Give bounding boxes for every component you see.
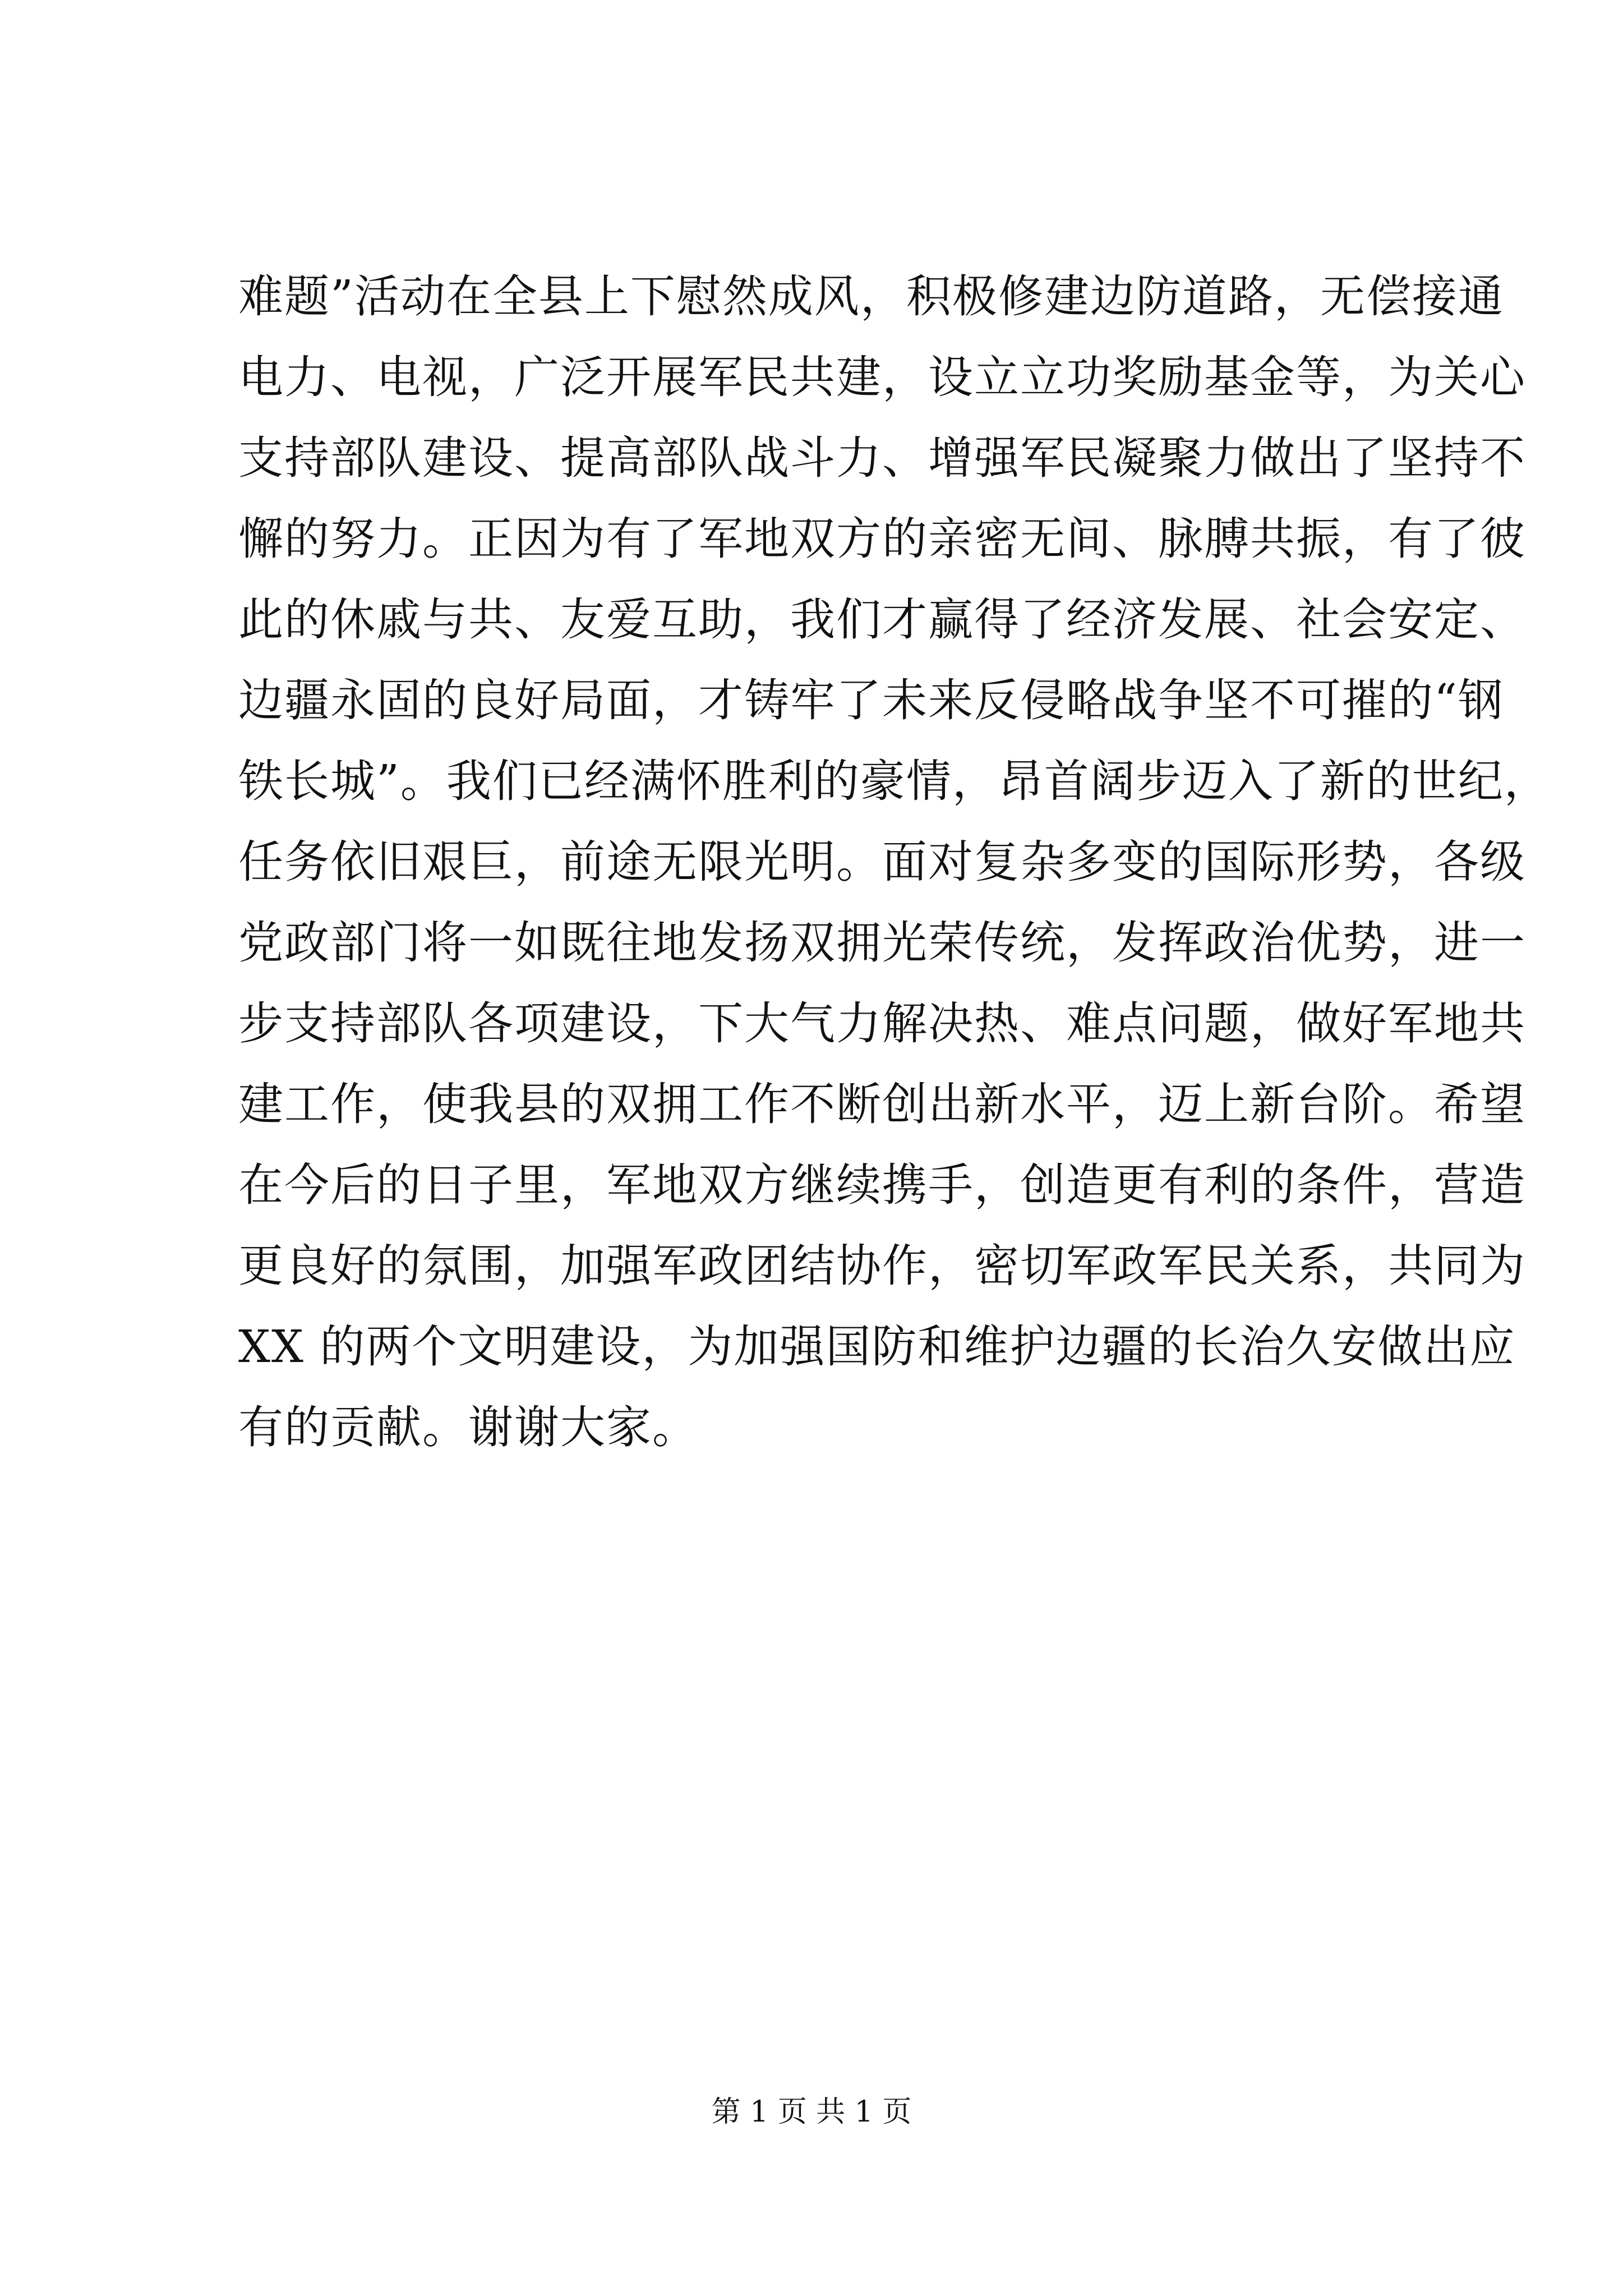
text-line: 边疆永固的良好局面，才铸牢了未来反侵略战争坚不可摧的“钢 (238, 674, 1504, 726)
text-line: 党政部门将一如既往地发扬双拥光荣传统，发挥政治优势，进一 (238, 917, 1526, 969)
text-line: 此的休戚与共、友爱互助，我们才赢得了经济发展、社会安定、 (238, 593, 1526, 646)
text-line: 懈的努力。正因为有了军地双方的亲密无间、脉膊共振，有了彼 (238, 513, 1526, 565)
text-line: 有的贡献。谢谢大家。 (238, 1401, 698, 1453)
text-line: XX 的两个文明建设，为加强国防和维护边疆的长治久安做出应 (238, 1320, 1516, 1373)
text-line: 步支持部队各项建设，下大气力解决热、难点问题，做好军地共 (238, 997, 1526, 1050)
text-line: 难题”活动在全县上下慰然成风，积极修建边防道路，无偿接通 (238, 270, 1504, 323)
text-line: 铁长城”。我们已经满怀胜利的豪情，昂首阔步迈入了新的世纪， (238, 755, 1550, 807)
text-line: 更良好的氛围，加强军政团结协作，密切军政军民关系，共同为 (238, 1240, 1526, 1292)
text-line: 电力、电视，广泛开展军民共建，设立立功奖励基金等，为关心 (238, 351, 1526, 403)
page-number-footer: 第 1 页 共 1 页 (711, 2095, 912, 2129)
body-text (238, 256, 1550, 1468)
text-line: 支持部队建设、提高部队战斗力、增强军民凝聚力做出了坚持不 (238, 432, 1526, 484)
text-line: 任务依旧艰巨，前途无限光明。面对复杂多变的国际形势，各级 (238, 836, 1526, 888)
text-line: 建工作，使我县的双拥工作不断创出新水平，迈上新台阶。希望 (238, 1078, 1526, 1130)
text-line: 在今后的日子里，军地双方继续携手，创造更有利的条件，营造 (238, 1159, 1526, 1211)
